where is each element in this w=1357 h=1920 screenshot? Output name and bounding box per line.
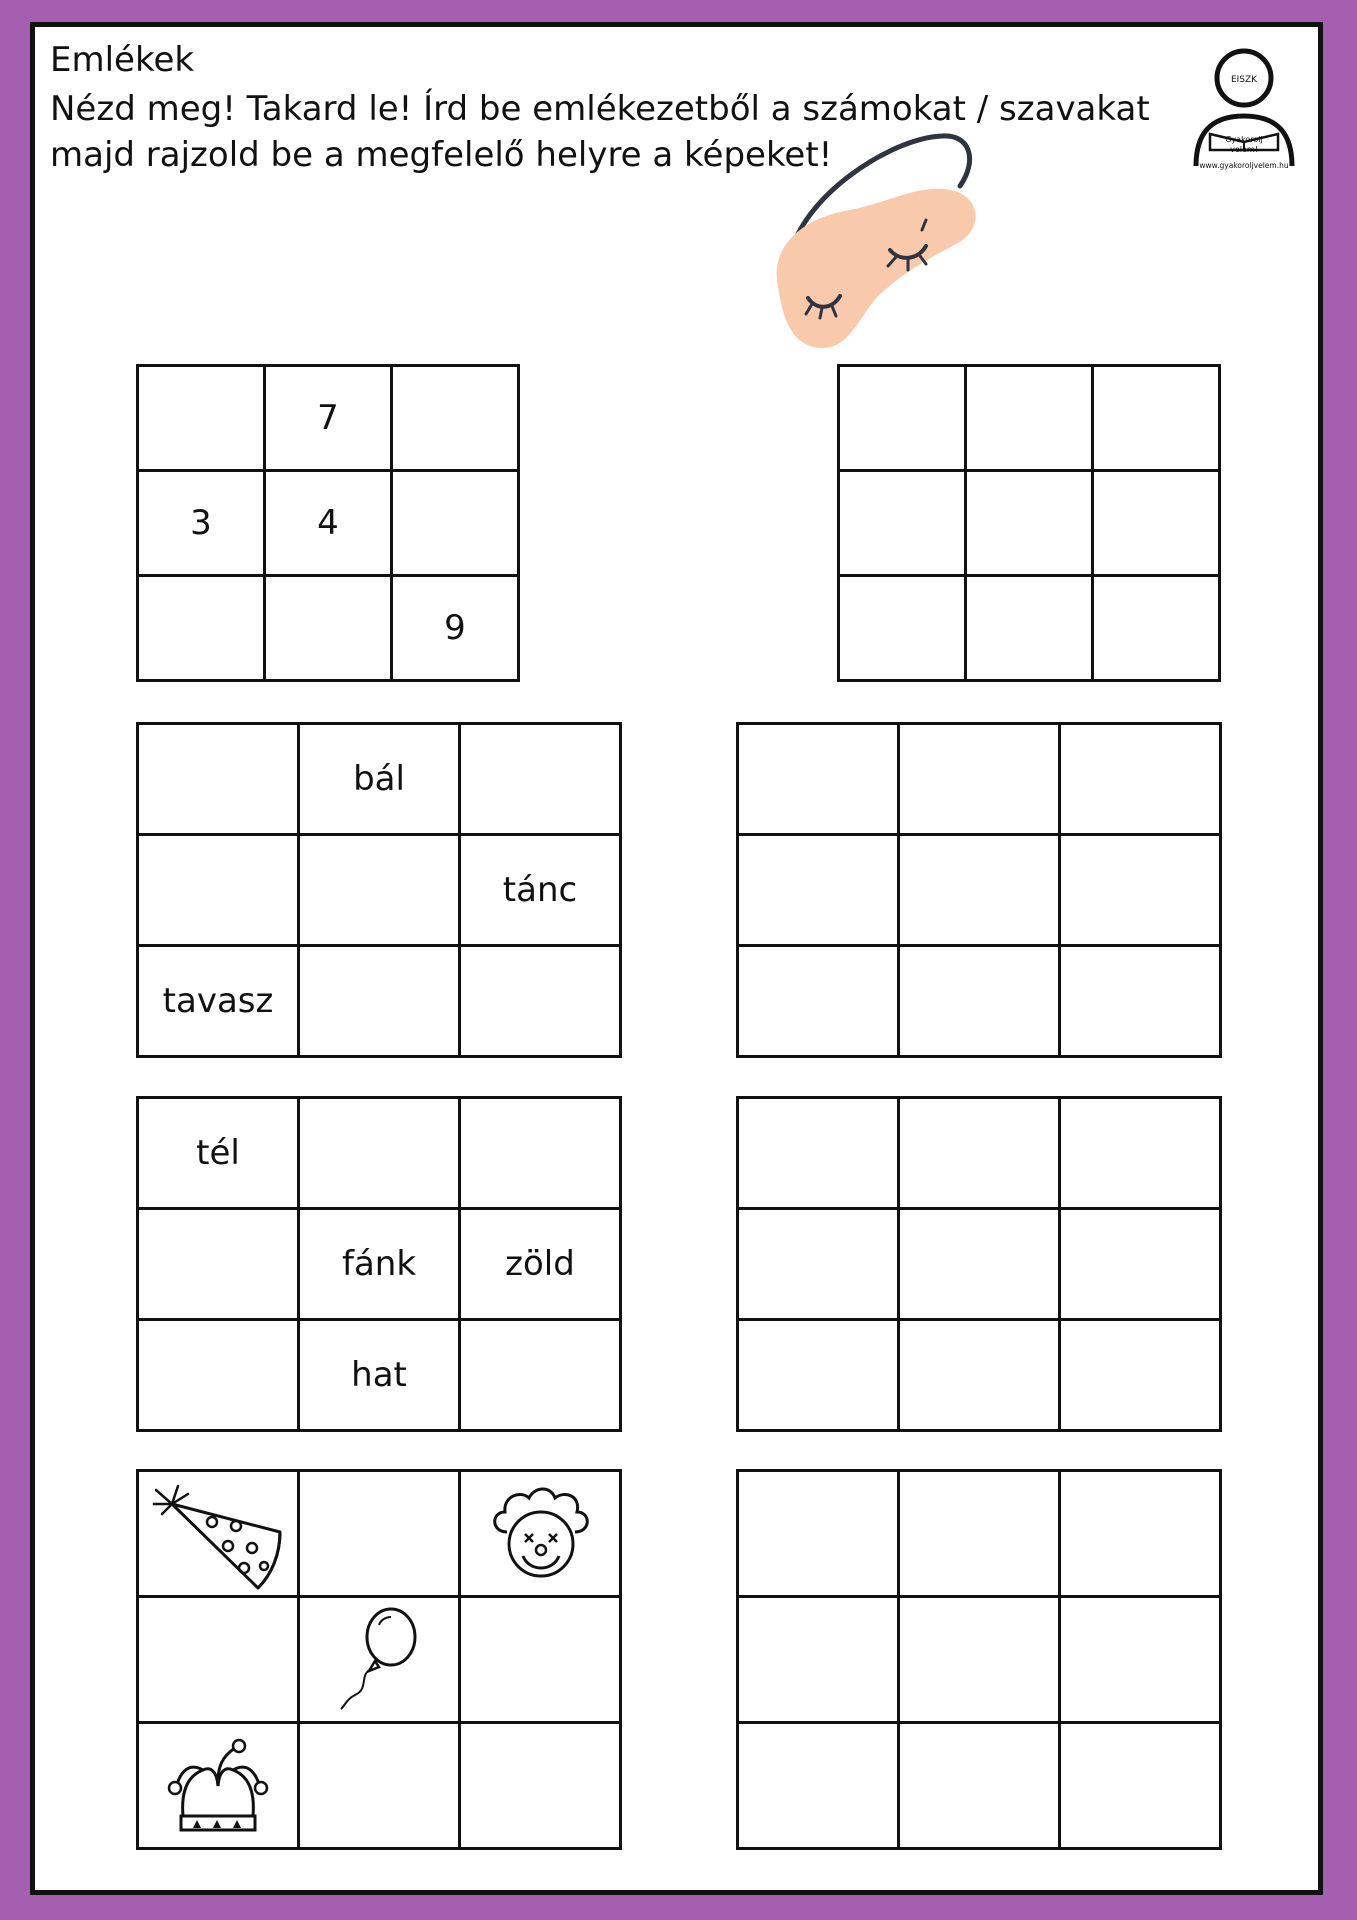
word-cell bbox=[460, 1320, 621, 1431]
clown-icon bbox=[485, 1484, 595, 1584]
answer-cell[interactable] bbox=[738, 1471, 899, 1597]
word-cell: hat bbox=[299, 1320, 460, 1431]
answer-cell[interactable] bbox=[738, 1723, 899, 1849]
word-grid-1 bbox=[136, 722, 622, 1058]
picture-cell bbox=[460, 1723, 621, 1849]
number-cell bbox=[392, 471, 519, 576]
word-cell bbox=[299, 946, 460, 1057]
picture-cell bbox=[460, 1597, 621, 1723]
answer-cell[interactable] bbox=[899, 724, 1060, 835]
number-cell: 4 bbox=[265, 471, 392, 576]
word-cell bbox=[138, 724, 299, 835]
word-cell bbox=[138, 1209, 299, 1320]
picture-cell bbox=[299, 1723, 460, 1849]
number-cell: 7 bbox=[265, 366, 392, 471]
answer-cell[interactable] bbox=[966, 576, 1093, 681]
answer-cell[interactable] bbox=[738, 1320, 899, 1431]
answer-cell[interactable] bbox=[1060, 1098, 1221, 1209]
answer-cell[interactable] bbox=[738, 946, 899, 1057]
word-cell bbox=[299, 1098, 460, 1209]
answer-cell[interactable] bbox=[1060, 946, 1221, 1057]
answer-cell[interactable] bbox=[839, 471, 966, 576]
answer-cell[interactable] bbox=[1093, 576, 1220, 681]
instructions: Nézd meg! Takard le! Írd be emlékezetből a számokat / szavakat majd rajzold be a megfelelő helyre a képeket! bbox=[50, 89, 1150, 175]
word-cell: zöld bbox=[460, 1209, 621, 1320]
word-cell: tavasz bbox=[138, 946, 299, 1057]
logo bbox=[1188, 44, 1300, 174]
picture-answer-grid bbox=[736, 1469, 1222, 1850]
answer-cell[interactable] bbox=[899, 1209, 1060, 1320]
answer-cell[interactable] bbox=[1093, 471, 1220, 576]
logo-slogan-1: Gyakorolj bbox=[1225, 135, 1263, 144]
answer-cell[interactable] bbox=[1060, 724, 1221, 835]
word-cell: fánk bbox=[299, 1209, 460, 1320]
logo-slogan-2: velem! bbox=[1230, 145, 1258, 154]
picture-cell bbox=[299, 1597, 460, 1723]
jester-hat-icon bbox=[163, 1736, 273, 1836]
answer-cell[interactable] bbox=[1060, 1320, 1221, 1431]
balloon-icon bbox=[329, 1605, 429, 1715]
answer-cell[interactable] bbox=[899, 835, 1060, 946]
logo-abbr: EISZK bbox=[1230, 75, 1258, 85]
answer-cell[interactable] bbox=[899, 1471, 1060, 1597]
number-answer-grid bbox=[837, 364, 1221, 682]
answer-cell[interactable] bbox=[899, 1723, 1060, 1849]
answer-cell[interactable] bbox=[1093, 366, 1220, 471]
answer-cell[interactable] bbox=[1060, 1597, 1221, 1723]
word-cell bbox=[299, 835, 460, 946]
answer-cell[interactable] bbox=[899, 1320, 1060, 1431]
number-cell bbox=[138, 366, 265, 471]
answer-cell[interactable] bbox=[1060, 835, 1221, 946]
answer-cell[interactable] bbox=[839, 366, 966, 471]
word-answer-grid-2 bbox=[736, 1096, 1222, 1432]
word-cell: bál bbox=[299, 724, 460, 835]
word-cell bbox=[460, 946, 621, 1057]
number-grid bbox=[136, 364, 520, 682]
answer-cell[interactable] bbox=[1060, 1723, 1221, 1849]
word-answer-grid-1 bbox=[736, 722, 1222, 1058]
word-cell bbox=[138, 835, 299, 946]
picture-cell bbox=[138, 1723, 299, 1849]
number-cell bbox=[392, 366, 519, 471]
picture-cell bbox=[138, 1597, 299, 1723]
answer-cell[interactable] bbox=[899, 1597, 1060, 1723]
sleep-mask-icon bbox=[760, 118, 1000, 358]
word-cell bbox=[460, 724, 621, 835]
picture-cell bbox=[299, 1471, 460, 1597]
page-title: Emlékek bbox=[50, 40, 195, 80]
answer-cell[interactable] bbox=[738, 724, 899, 835]
answer-cell[interactable] bbox=[839, 576, 966, 681]
number-cell: 3 bbox=[138, 471, 265, 576]
logo-url: www.gyakoroljvelem.hu bbox=[1199, 161, 1289, 170]
answer-cell[interactable] bbox=[738, 1209, 899, 1320]
number-cell bbox=[138, 576, 265, 681]
number-cell bbox=[265, 576, 392, 681]
word-cell: tánc bbox=[460, 835, 621, 946]
answer-cell[interactable] bbox=[738, 1098, 899, 1209]
answer-cell[interactable] bbox=[1060, 1471, 1221, 1597]
answer-cell[interactable] bbox=[738, 1597, 899, 1723]
picture-grid bbox=[136, 1469, 622, 1850]
party-hat-icon bbox=[148, 1474, 288, 1594]
answer-cell[interactable] bbox=[966, 471, 1093, 576]
word-cell bbox=[138, 1320, 299, 1431]
word-grid-2 bbox=[136, 1096, 622, 1432]
word-cell: tél bbox=[138, 1098, 299, 1209]
answer-cell[interactable] bbox=[966, 366, 1093, 471]
picture-cell bbox=[138, 1471, 299, 1597]
picture-cell bbox=[460, 1471, 621, 1597]
word-cell bbox=[460, 1098, 621, 1209]
number-cell: 9 bbox=[392, 576, 519, 681]
answer-cell[interactable] bbox=[899, 1098, 1060, 1209]
answer-cell[interactable] bbox=[1060, 1209, 1221, 1320]
answer-cell[interactable] bbox=[899, 946, 1060, 1057]
answer-cell[interactable] bbox=[738, 835, 899, 946]
